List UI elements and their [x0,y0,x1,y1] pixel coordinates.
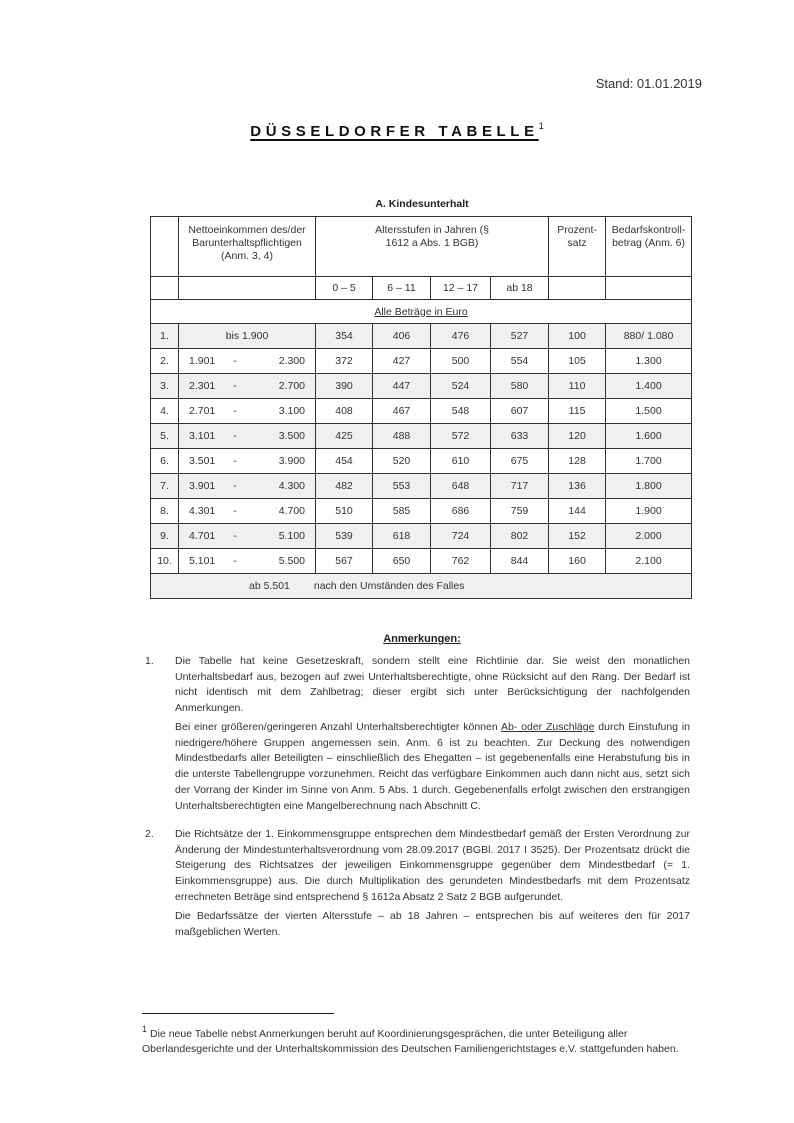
amount-6-11: 447 [373,374,431,399]
last-row-cell [151,574,692,599]
income-range [179,424,316,449]
currency-note [151,300,692,324]
amount-18: 580 [491,374,549,399]
notes-title: Anmerkungen: [383,633,461,645]
table-last-row [151,574,692,599]
note-1 [145,654,690,717]
control-amount: 1.300 [606,349,692,374]
note-1-p2 [175,720,690,814]
income-range [179,474,316,499]
amount-18: 802 [491,524,549,549]
table-row [151,549,692,574]
amount-0-5: 454 [316,449,373,474]
range-dash: - [233,455,237,467]
control-amount: 2.000 [606,524,692,549]
last-row-from: ab 5.501 [249,580,290,592]
amount-12-17: 572 [431,424,491,449]
amount-18: 554 [491,349,549,374]
percent: 160 [549,549,606,574]
amount-0-5: 425 [316,424,373,449]
row-num: 2. [151,349,179,374]
table-row [151,524,692,549]
amount-6-11: 520 [373,449,431,474]
header-income: Nettoeinkommen des/der Barunterhaltspflichtigen (Anm. 3, 4) [179,217,316,277]
page-title-text: DÜSSELDORFER TABELLE [250,123,539,140]
age-col-3: ab 18 [491,277,549,300]
percent: 120 [549,424,606,449]
income-from: 3.901 [189,480,216,492]
age-col-1: 6 – 11 [373,277,431,300]
amount-12-17: 548 [431,399,491,424]
amount-12-17: 610 [431,449,491,474]
income-to: 4.300 [278,480,305,492]
amount-6-11: 585 [373,499,431,524]
percent: 110 [549,374,606,399]
note-number: 1. [145,655,154,667]
note-2-p1: Die Richtsätze der 1. Einkommensgruppe entsprechen dem Mindestbedarf gemäß der Ersten Verordnung zur Änderung der Mindestunterhaltsverordnung vom 28.09.2017 (BGBl. 2017 I 3525). Der Prozentsatz drückt die Steigerung des Richtsatzes der jeweiligen Einkommensgruppe gegenüber dem Mindestbedarf (= 1. Einkommensgruppe) aus. Die durch Multiplikation des gerundeten Mindestbedarfs mit dem Prozentsatz errechneten Beträge sind entsprechend § 1612a Absatz 2 Satz 2 BGB aufgerundet. [175,828,690,903]
amount-0-5: 510 [316,499,373,524]
amount-0-5: 539 [316,524,373,549]
page-title [0,121,794,140]
row-num: 3. [151,374,179,399]
income-range [179,449,316,474]
range-dash: - [233,430,237,442]
amount-0-5: 408 [316,399,373,424]
stand-date: Stand: 01.01.2019 [595,76,702,91]
percent: 128 [549,449,606,474]
income-range [179,399,316,424]
note-1-p1: Die Tabelle hat keine Gesetzeskraft, sondern stellt eine Richtlinie dar. Sie weist den monatlichen Unterhaltsbedarf aus, bezogen auf zwei Unterhaltsberechtigte, ohne Rücksicht auf den Rang. Der Bedarf ist nicht identisch mit dem Zahlbetrag; dieser ergibt sich unter Berücksichtigung der nachfolgenden Anmerkungen. [175,655,690,715]
control-amount: 1.900 [606,499,692,524]
amount-6-11: 553 [373,474,431,499]
range-dash: - [233,405,237,417]
control-amount: 1.600 [606,424,692,449]
footnote-marker: 1 [142,1024,148,1034]
empty-cell [606,277,692,300]
row-num: 7. [151,474,179,499]
control-amount: 1.800 [606,474,692,499]
income-from: 3.501 [189,455,216,467]
amount-18: 759 [491,499,549,524]
income-to: 5.100 [278,530,305,542]
income-range [179,374,316,399]
amount-6-11: 427 [373,349,431,374]
income-from: 4.301 [189,505,216,517]
amount-0-5: 482 [316,474,373,499]
header-row [151,217,692,277]
amount-0-5: 567 [316,549,373,574]
row-num: 9. [151,524,179,549]
table-row [151,324,692,349]
range-dash: - [233,555,237,567]
note-1-p2-before: Bei einer größeren/geringeren Anzahl Unterhaltsberechtigter können [175,721,501,733]
income-from: 2.701 [189,405,216,417]
income-to: 3.500 [278,430,305,442]
amount-18: 717 [491,474,549,499]
last-row-text: nach den Umständen des Falles [313,580,465,592]
empty-cell [179,277,316,300]
duesseldorf-table [150,216,692,599]
table-row [151,474,692,499]
income-to: 3.100 [278,405,305,417]
note-1-p2-underlined: Ab- oder Zuschläge [500,721,595,733]
income-from: 1.901 [189,355,216,367]
percent: 115 [549,399,606,424]
row-num: 1. [151,324,179,349]
income-range: bis 1.900 [179,324,316,349]
age-col-0: 0 – 5 [316,277,373,300]
amount-18: 844 [491,549,549,574]
currency-row [151,300,692,324]
income-range [179,549,316,574]
header-num-cell [151,217,179,277]
row-num: 4. [151,399,179,424]
income-to: 5.500 [278,555,305,567]
table-row [151,499,692,524]
amount-6-11: 488 [373,424,431,449]
footnote-divider [142,1013,334,1014]
note-2-paragraph-2 [145,909,690,940]
income-range [179,349,316,374]
amount-18: 527 [491,324,549,349]
income-to: 2.300 [278,355,305,367]
header-age-groups: Altersstufen in Jahren (§ 1612 a Abs. 1 BGB) [316,217,549,277]
percent: 136 [549,474,606,499]
header-percent: Prozent-satz [549,217,606,277]
amount-6-11: 467 [373,399,431,424]
note-number: 2. [145,828,154,840]
amount-6-11: 618 [373,524,431,549]
amount-12-17: 762 [431,549,491,574]
range-dash: - [233,480,237,492]
table-row [151,399,692,424]
currency-note-text: Alle Beträge in Euro [374,305,468,318]
control-amount: 1.500 [606,399,692,424]
empty-cell [151,277,179,300]
range-dash: - [233,530,237,542]
income-range [179,499,316,524]
amount-12-17: 648 [431,474,491,499]
amount-0-5: 372 [316,349,373,374]
row-num: 10. [151,549,179,574]
note-2 [145,827,690,906]
table-row [151,374,692,399]
amount-18: 633 [491,424,549,449]
control-amount: 2.100 [606,549,692,574]
empty-cell [549,277,606,300]
amount-6-11: 650 [373,549,431,574]
amount-0-5: 390 [316,374,373,399]
income-from: 4.701 [189,530,216,542]
percent: 144 [549,499,606,524]
section-title: A. Kindesunterhalt [375,198,469,210]
control-amount: 1.700 [606,449,692,474]
header-control: Bedarfskontroll-betrag (Anm. 6) [606,217,692,277]
income-range [179,524,316,549]
income-from: 2.301 [189,380,216,392]
income-from: 3.101 [189,430,216,442]
range-dash: - [233,355,237,367]
amount-12-17: 500 [431,349,491,374]
footnote-text: Die neue Tabelle nebst Anmerkungen beruht auf Koordinierungsgesprächen, die unter Beteiligung aller Oberlandesgerichte und der Unterhaltskommission des Deutschen Familiengerichtstages e.V. stattgefunden haben. [142,1028,679,1055]
table-row [151,449,692,474]
row-num: 8. [151,499,179,524]
row-num: 6. [151,449,179,474]
table-row [151,349,692,374]
percent: 152 [549,524,606,549]
percent: 105 [549,349,606,374]
range-dash: - [233,380,237,392]
footnote [142,1022,690,1057]
range-dash: - [233,505,237,517]
income-from: 5.101 [189,555,216,567]
amount-0-5: 354 [316,324,373,349]
income-to: 2.700 [278,380,305,392]
row-num: 5. [151,424,179,449]
note-1-paragraph-2 [145,720,690,814]
income-to: 3.900 [278,455,305,467]
control-amount: 1.400 [606,374,692,399]
amount-12-17: 686 [431,499,491,524]
income-to: 4.700 [278,505,305,517]
amount-18: 675 [491,449,549,474]
footnote-ref[interactable]: 1 [538,121,544,131]
age-subheader-row [151,277,692,300]
table-row [151,424,692,449]
control-amount: 880/ 1.080 [606,324,692,349]
amount-12-17: 724 [431,524,491,549]
note-2-p2: Die Bedarfssätze der vierten Altersstufe – ab 18 Jahren – entsprechen bis auf weiteres den für 2017 maßgeblichen Werten. [175,910,690,938]
amount-12-17: 476 [431,324,491,349]
amount-18: 607 [491,399,549,424]
amount-12-17: 524 [431,374,491,399]
note-1-p2-after: durch Einstufung in niedrigere/höhere Gruppen angemessen sein. Anm. 6 ist zu beachten. Zur Deckung des notwendigen Mindestbedarfs aller Beteiligten – einschließlich des Ehegatten – ist gegebenenfalls eine Herabstufung bis in die unterste Tabellengruppe vorzunehmen. Reicht das verfügbare Einkommen auch dann nicht aus, setzt sich der Vorrang der Kinder im Sinne von Anm. 5 Abs. 1 durch. Gegebenenfalls erfolgt zwischen den erstrangigen Unterhaltsberechtigten eine Mangelberechnung nach Abschnitt C. [175,721,691,812]
age-col-2: 12 – 17 [431,277,491,300]
amount-6-11: 406 [373,324,431,349]
percent: 100 [549,324,606,349]
